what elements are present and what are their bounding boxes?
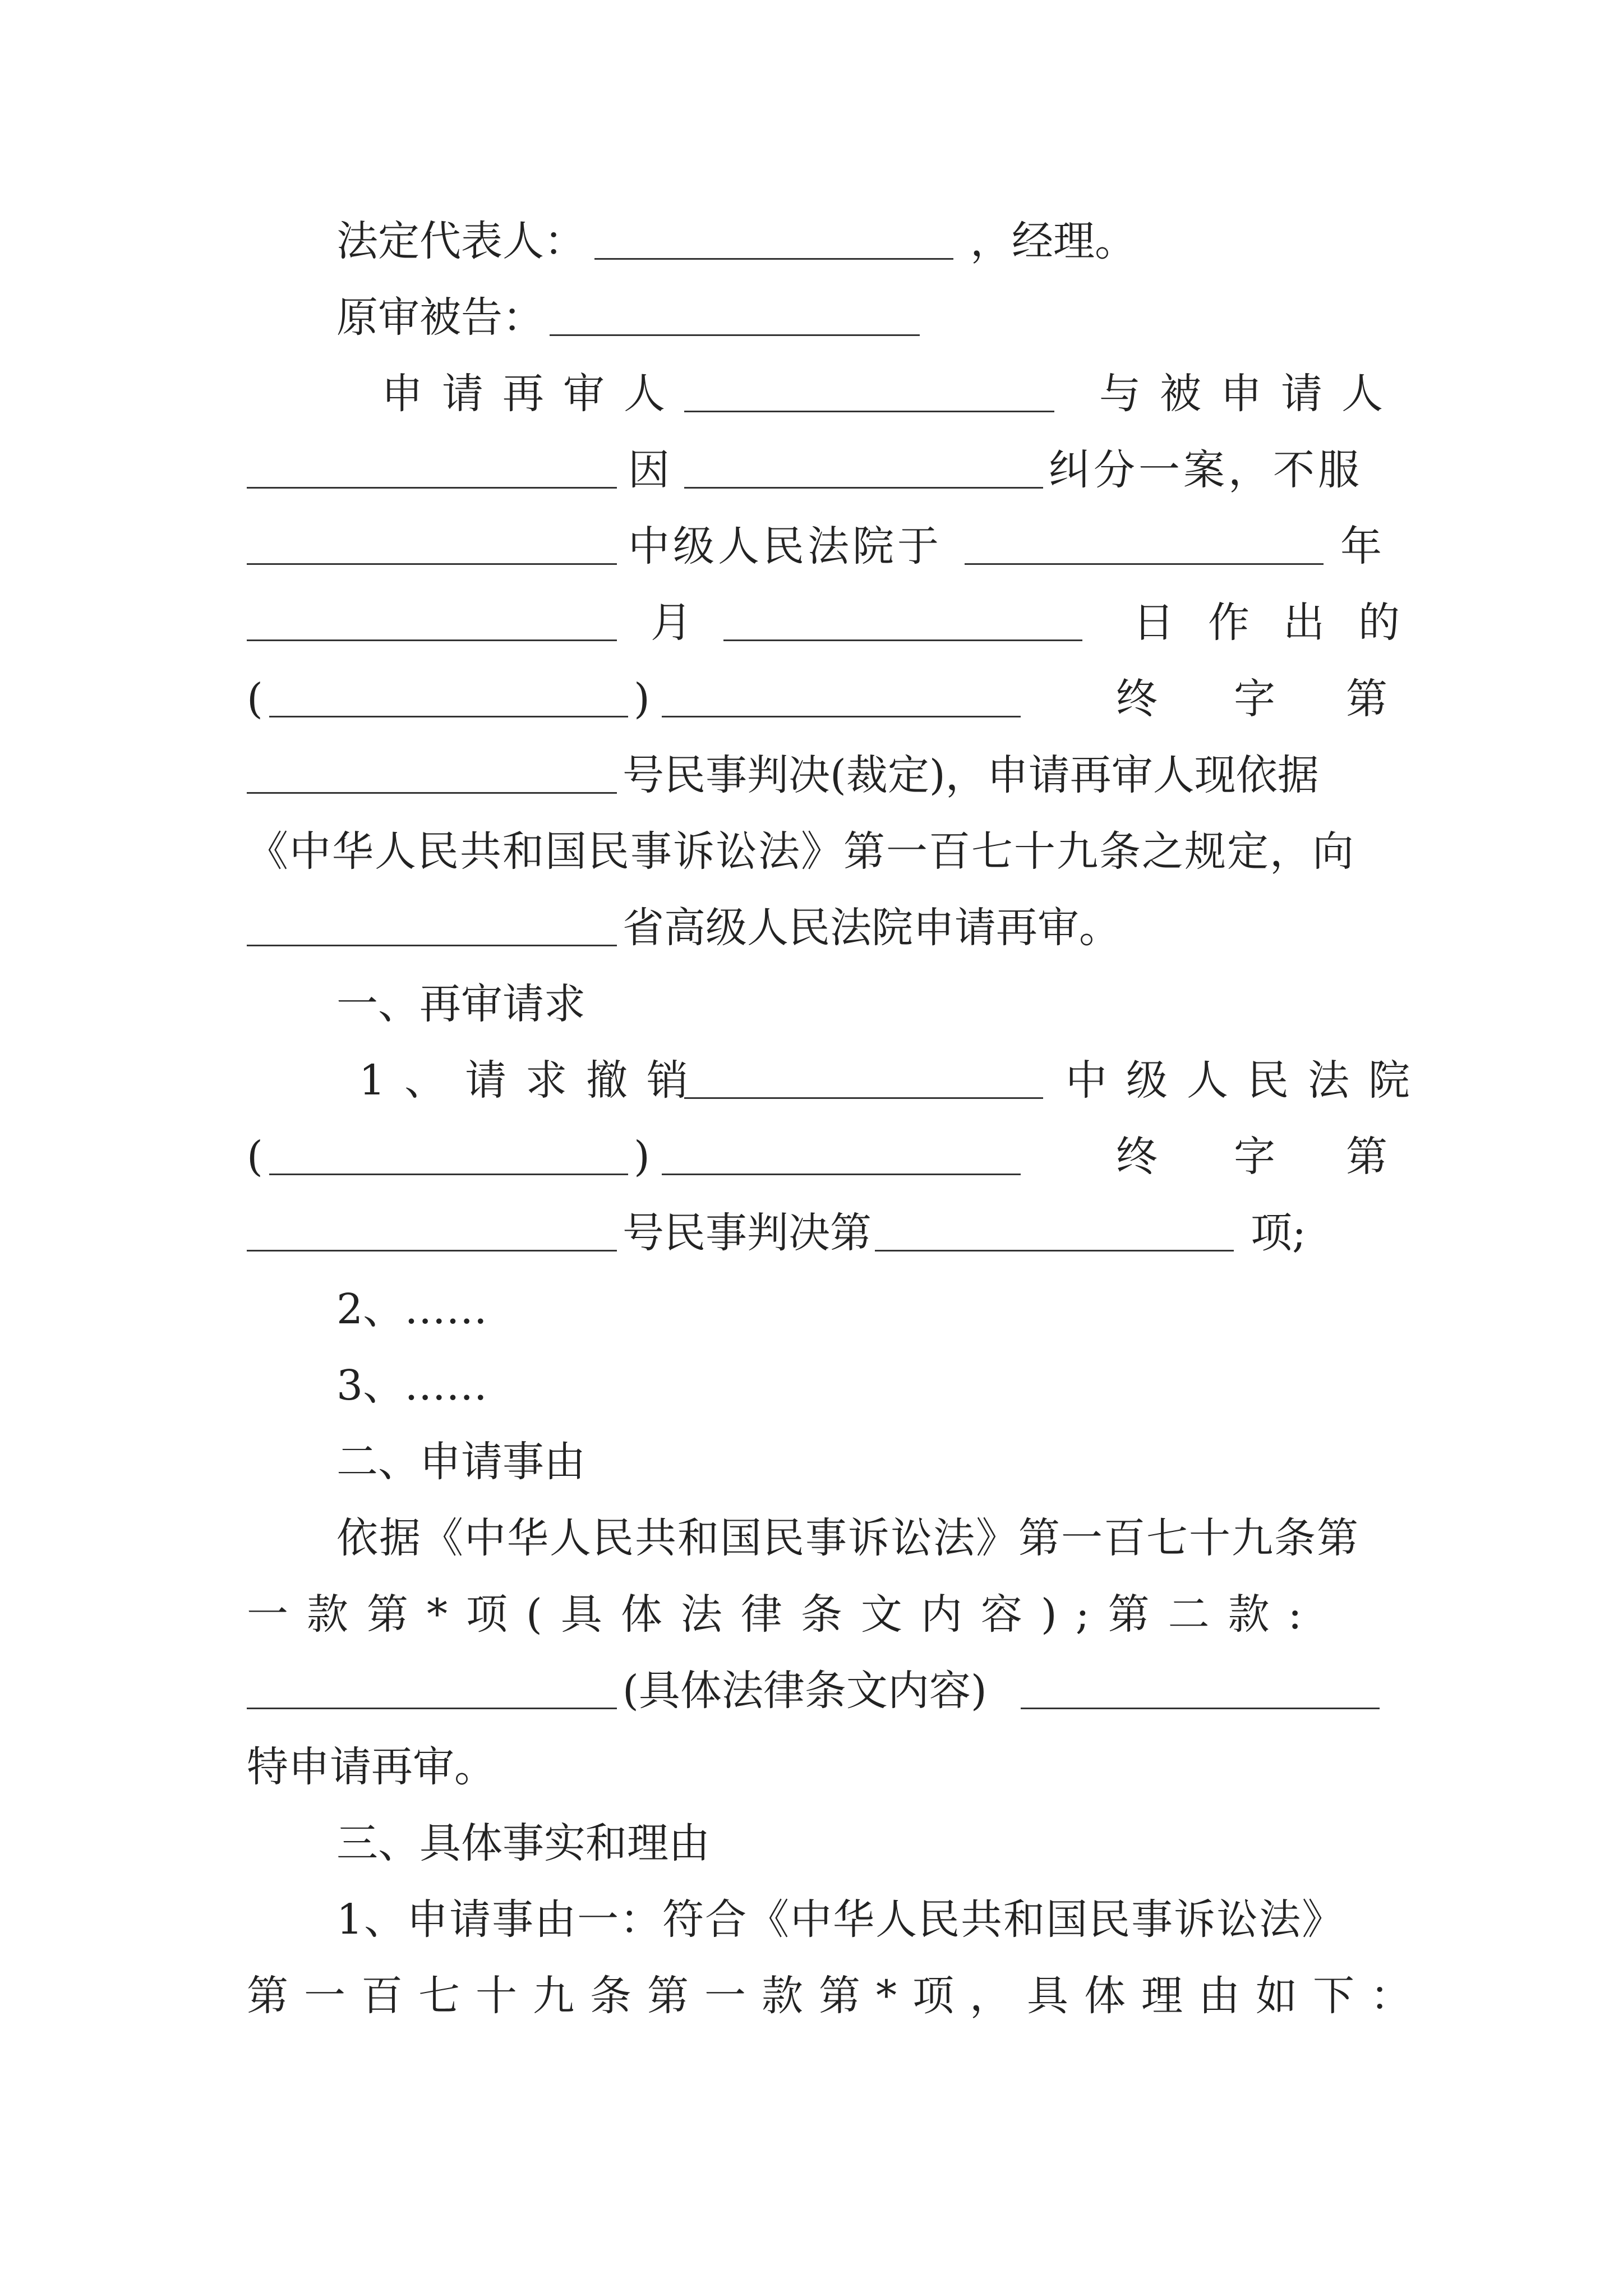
item3-text: 3、…… <box>336 1361 488 1410</box>
section2-title: 二、申请事由 <box>336 1438 585 1486</box>
item1-judgment: 号民事判决第 <box>623 1209 872 1257</box>
paren-open: ( <box>247 675 263 723</box>
law-text: 《中华人民共和国民事诉讼法》第一百七十九条之规定，向 <box>247 827 1355 876</box>
item1-item-blank[interactable] <box>875 1194 1234 1251</box>
made-text: 日作出的 <box>1133 599 1433 647</box>
year-label: 年 <box>1340 522 1382 570</box>
applicant-label: 申请再审人 <box>381 370 684 418</box>
province-blank[interactable] <box>247 889 617 946</box>
zi-char: 字 <box>1234 675 1275 723</box>
section1-item1-line3 <box>247 1194 1385 1272</box>
section2-text2: 一款第*项(具体法律条文内容);第二款: <box>247 1590 1321 1639</box>
section2-blank-left[interactable] <box>247 1651 617 1709</box>
orig-defendant-label: 原审被告： <box>336 293 544 342</box>
section2-line1 <box>247 1499 1385 1577</box>
section1-item2-line <box>247 1270 1385 1349</box>
month-blank[interactable] <box>247 583 617 641</box>
item1-court: 中级人民法院 <box>1066 1056 1429 1105</box>
dispute-blank[interactable] <box>684 431 1043 489</box>
item1-number-blank[interactable] <box>247 1194 617 1251</box>
di-char: 第 <box>1346 675 1387 723</box>
section3-title-line <box>247 1804 1385 1883</box>
item1-court-blank[interactable] <box>684 1041 1043 1099</box>
intro-line-5 <box>247 660 1385 738</box>
legal-rep-blank[interactable] <box>594 202 953 260</box>
item1-di-char: 第 <box>1346 1133 1387 1181</box>
paren-close: ) <box>634 675 650 723</box>
intro-line-7 <box>247 812 1385 891</box>
case-year-blank[interactable] <box>269 660 628 717</box>
intro-line-4 <box>247 583 1433 662</box>
section2-line3 <box>247 1651 1385 1730</box>
section3-line1 <box>247 1880 1385 1959</box>
section3-line2 <box>247 1957 1427 2035</box>
day-blank[interactable] <box>723 583 1082 641</box>
court-blank[interactable] <box>247 507 617 565</box>
item1-code-blank[interactable] <box>662 1117 1021 1175</box>
legal-rep-label: 法定代表人： <box>336 217 585 265</box>
year-blank[interactable] <box>965 507 1324 565</box>
legal-rep-suffix: ，经理。 <box>970 217 1136 265</box>
dispute-text: 纠分一案，不服 <box>1049 446 1363 494</box>
section2-text3: (具体法律条文内容) <box>623 1667 987 1715</box>
item1-paren-close: ) <box>634 1133 650 1181</box>
orig-defendant-line <box>247 278 1385 357</box>
section1-item1-line1 <box>247 1041 1429 1120</box>
intro-line-3 <box>247 507 1385 586</box>
section2-title-line <box>247 1423 1385 1501</box>
item2-text: 2、…… <box>336 1285 488 1333</box>
section2-blank-right[interactable] <box>1021 1651 1380 1709</box>
apply-text: 省高级人民法院申请再审。 <box>623 904 1121 952</box>
section1-title: 一、再审请求 <box>336 980 585 1028</box>
respondent-blank[interactable] <box>247 431 617 489</box>
section2-line2 <box>247 1575 1385 1654</box>
item1-prefix: 1、请求撤销 <box>359 1056 708 1105</box>
item1-final-char: 终 <box>1116 1133 1158 1181</box>
item1-end: 项; <box>1251 1209 1306 1257</box>
section2-text4: 特申请再审。 <box>247 1743 496 1791</box>
item1-year-blank[interactable] <box>269 1117 628 1175</box>
section1-item1-line2 <box>247 1117 1385 1196</box>
month-label: 月 <box>651 599 692 647</box>
section1-item3-line <box>247 1346 1385 1425</box>
section3-text1: 1、申请事由一：符合《中华人民共和国民事诉讼法》 <box>336 1895 1345 1944</box>
item1-zi-char: 字 <box>1234 1133 1275 1181</box>
legal-rep-line <box>247 202 1385 280</box>
intro-line-8 <box>247 889 1385 967</box>
final-char: 终 <box>1116 675 1158 723</box>
orig-defendant-blank[interactable] <box>550 278 920 336</box>
applicant-blank[interactable] <box>684 355 1054 412</box>
judgment-text: 号民事判决(裁定)，申请再审人现依据 <box>623 751 1319 799</box>
section2-text1: 依据《中华人民共和国民事诉讼法》第一百七十九条第 <box>336 1514 1359 1562</box>
case-code-blank[interactable] <box>662 660 1021 717</box>
intro-line-1 <box>247 355 1402 433</box>
section3-title: 三、具体事实和理由 <box>336 1819 710 1867</box>
intro-line-6 <box>247 736 1385 815</box>
because-label: 因 <box>628 446 670 494</box>
court-on-text: 中级人民法院于 <box>628 522 942 570</box>
section2-line4 <box>247 1728 1385 1806</box>
section1-title-line <box>247 965 1385 1043</box>
case-number-blank[interactable] <box>247 736 617 794</box>
intro-line-2 <box>247 431 1385 509</box>
respondent-label: 与被申请人 <box>1099 370 1402 418</box>
item1-paren-open: ( <box>247 1133 263 1181</box>
section3-text2: 第一百七十九条第一款第*项，具体理由如下： <box>247 1972 1427 2020</box>
